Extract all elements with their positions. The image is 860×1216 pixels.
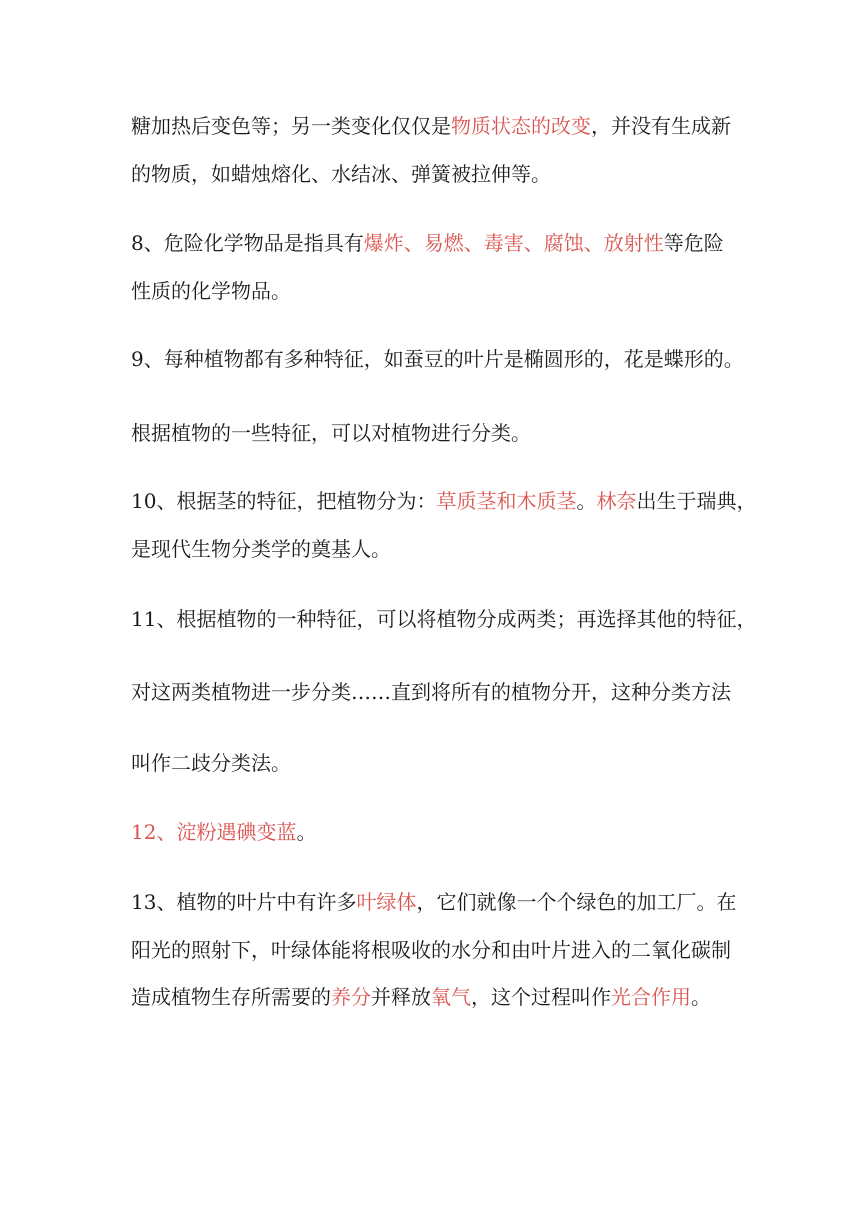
- text-line: [131, 112, 731, 140]
- text-segment: 根据植物的一些特征，可以对植物进行分类。: [131, 421, 531, 445]
- text-line: [131, 605, 756, 633]
- text-segment: 造成植物生存所需要的: [131, 985, 331, 1009]
- text-segment: 10、根据茎的特征，把植物分为：: [131, 489, 437, 513]
- text-segment: 并释放: [371, 985, 431, 1009]
- text-segment: 。: [576, 489, 597, 513]
- text-segment: 出生于瑞典，: [636, 489, 757, 513]
- text-line: [131, 535, 391, 563]
- text-segment: ，它们就像一个个绿色的加工厂。在: [416, 890, 737, 914]
- highlighted-text: 爆炸、易燃、毒害、腐蚀、放射性: [363, 231, 664, 255]
- text-line: [131, 983, 711, 1011]
- text-line: [131, 749, 291, 777]
- text-line: [131, 229, 724, 257]
- highlighted-text: 物质状态的改变: [451, 114, 591, 138]
- text-segment: 11、根据植物的一种特征，可以将植物分成两类；再选择其他的特征，: [131, 607, 757, 631]
- text-segment: ，并没有生成新: [591, 114, 731, 138]
- text-segment: 性质的化学物品。: [131, 279, 291, 303]
- text-line: [131, 818, 316, 846]
- highlighted-text: 叶绿体: [356, 890, 417, 914]
- text-segment: 对这两类植物进一步分类……直到将所有的植物分开，这种分类方法: [131, 680, 731, 704]
- text-line: [131, 678, 731, 706]
- text-line: [131, 160, 551, 188]
- text-segment: 。: [296, 820, 317, 844]
- text-line: [131, 936, 731, 964]
- text-line: [131, 419, 531, 447]
- highlighted-text: 光合作用: [611, 985, 691, 1009]
- text-segment: 13、植物的叶片中有许多: [131, 890, 357, 914]
- text-segment: 9、每种植物都有多种特征，如蚕豆的叶片是椭圆形的，花是蝶形的。: [131, 347, 744, 371]
- text-line: [131, 888, 736, 916]
- text-segment: 等危险: [663, 231, 724, 255]
- text-line: [131, 345, 744, 373]
- text-segment: 的物质，如蜡烛熔化、水结冰、弹簧被拉伸等。: [131, 162, 551, 186]
- highlighted-text: 12、淀粉遇碘变蓝: [131, 820, 297, 844]
- text-line: [131, 277, 291, 305]
- text-line: [131, 487, 756, 515]
- highlighted-text: 氧气: [431, 985, 471, 1009]
- highlighted-text: 草质茎和木质茎: [436, 489, 577, 513]
- highlighted-text: 养分: [331, 985, 371, 1009]
- text-segment: 。: [691, 985, 711, 1009]
- text-segment: 叫作二歧分类法。: [131, 751, 291, 775]
- highlighted-text: 林奈: [596, 489, 637, 513]
- text-segment: 阳光的照射下，叶绿体能将根吸收的水分和由叶片进入的二氧化碳制: [131, 938, 731, 962]
- text-segment: 是现代生物分类学的奠基人。: [131, 537, 391, 561]
- text-segment: 8、危险化学物品是指具有: [131, 231, 364, 255]
- text-segment: 糖加热后变色等；另一类变化仅仅是: [131, 114, 451, 138]
- text-segment: ，这个过程叫作: [471, 985, 611, 1009]
